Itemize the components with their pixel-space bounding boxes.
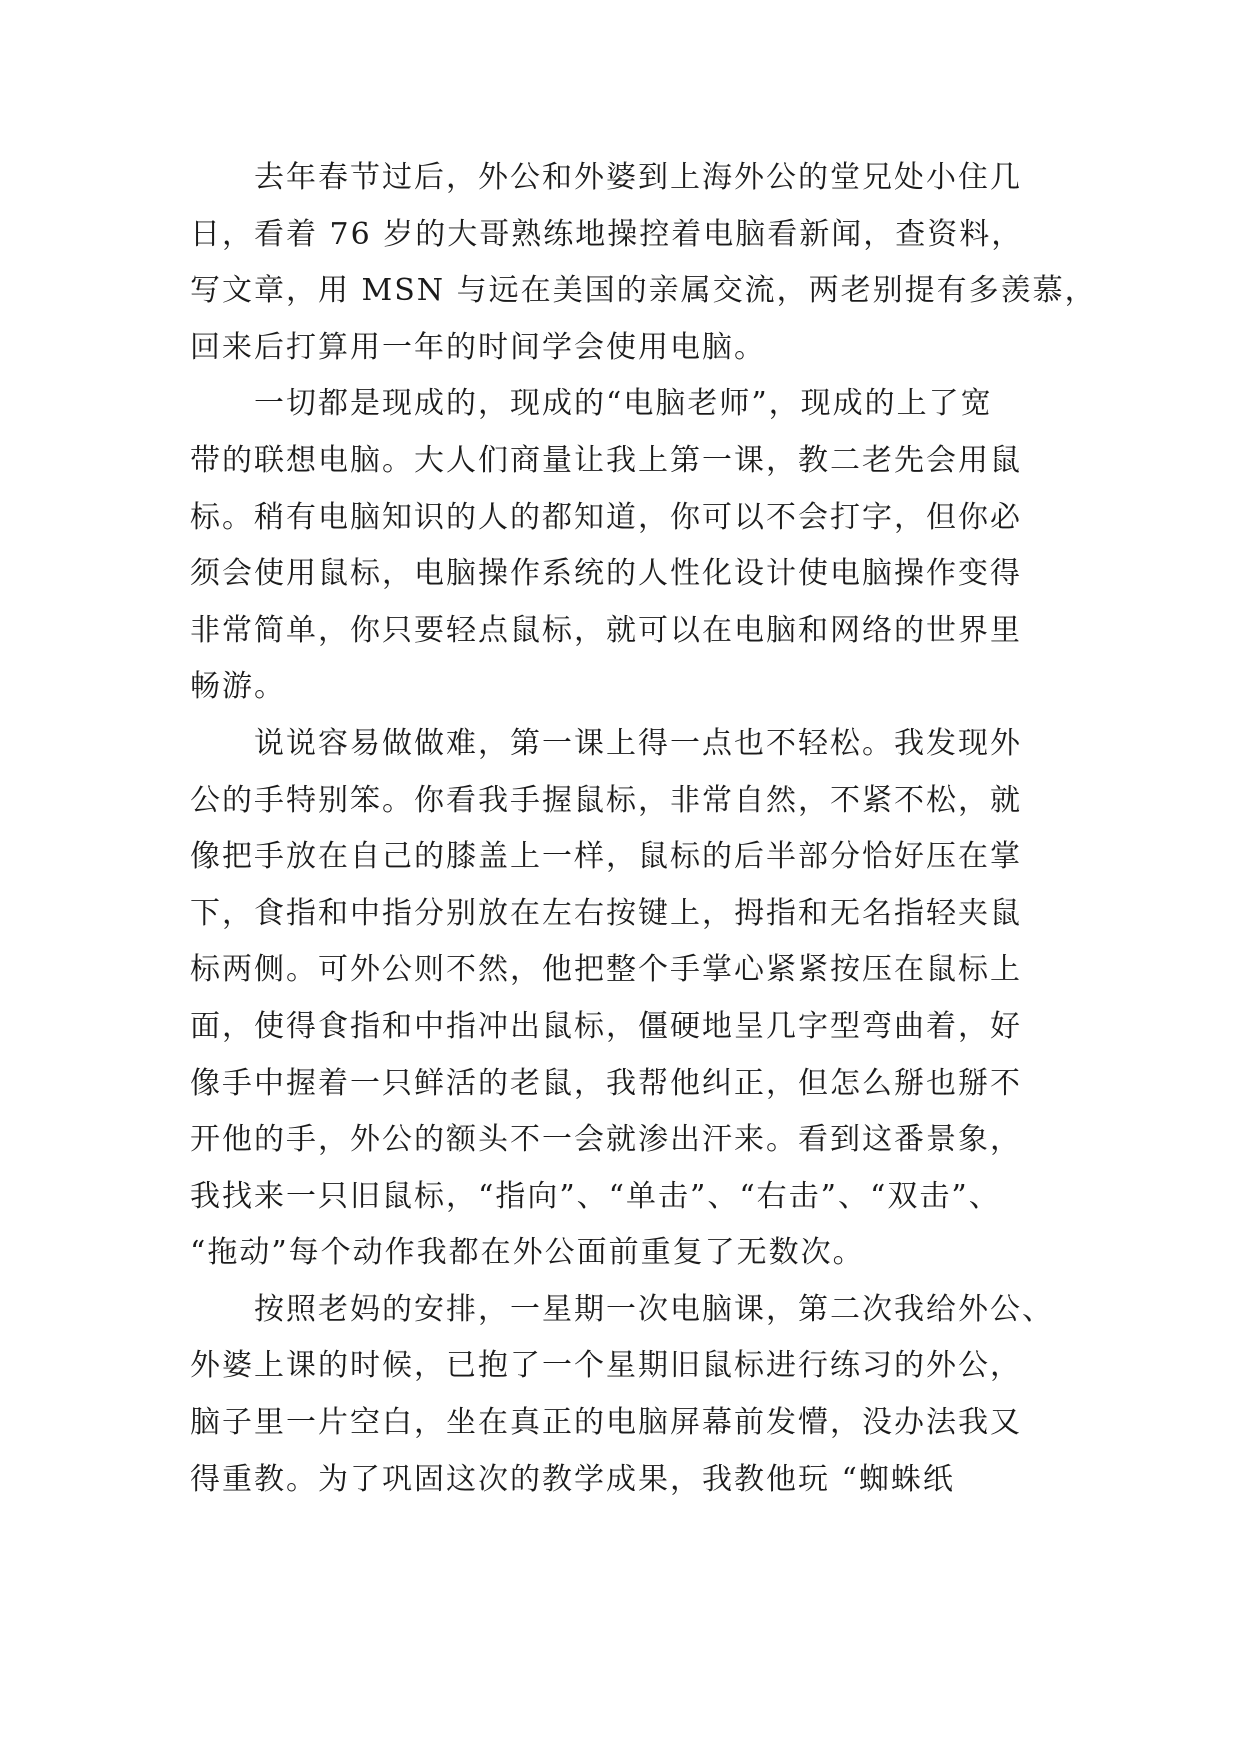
text-line: 下，食指和中指分别放在左右按键上，拇指和无名指轻夹鼠 bbox=[190, 895, 1022, 931]
text-line: 回来后打算用一年的时间学会使用电脑。 bbox=[190, 329, 766, 365]
text-line: 开他的手，外公的额头不一会就渗出汗来。看到这番景象， bbox=[190, 1122, 1022, 1158]
text-line: 标。稍有电脑知识的人的都知道，你可以不会打字，但你必 bbox=[190, 499, 1022, 535]
paragraph-2 bbox=[190, 376, 1070, 716]
text-line: 脑子里一片空白，坐在真正的电脑屏幕前发懵，没办法我又 bbox=[190, 1405, 1022, 1441]
paragraph-3 bbox=[190, 716, 1070, 1282]
text-line: 去年春节过后，外公和外婆到上海外公的堂兄处小住几 bbox=[254, 160, 1022, 195]
text-line: 标两侧。可外公则不然，他把整个手掌心紧紧按压在鼠标上 bbox=[190, 952, 1022, 988]
text-line: 像手中握着一只鲜活的老鼠，我帮他纠正，但怎么掰也掰不 bbox=[190, 1065, 1022, 1101]
text-line: 外婆上课的时候，已抱了一个星期旧鼠标进行练习的外公， bbox=[190, 1348, 1022, 1384]
text-line: 得重教。为了巩固这次的教学成果，我教他玩 “蜘蛛纸 bbox=[190, 1461, 955, 1497]
text-line: 公的手特别笨。你看我手握鼠标，非常自然，不紧不松，就 bbox=[190, 782, 1022, 818]
text-line: 像把手放在自己的膝盖上一样，鼠标的后半部分恰好压在掌 bbox=[190, 839, 1022, 875]
paragraph-4 bbox=[190, 1282, 1070, 1508]
text-line: 按照老妈的安排，一星期一次电脑课，第二次我给外公、 bbox=[254, 1291, 1054, 1327]
text-line: 须会使用鼠标，电脑操作系统的人性化设计使电脑操作变得 bbox=[190, 556, 1022, 592]
text-line: 面，使得食指和中指冲出鼠标，僵硬地呈几字型弯曲着，好 bbox=[190, 1008, 1022, 1044]
text-line: 我找来一只旧鼠标，“指向”、“单击”、“右击”、“双击”、 bbox=[190, 1178, 1001, 1214]
text-line: 畅游。 bbox=[190, 669, 286, 705]
text-line: 非常简单，你只要轻点鼠标，就可以在电脑和网络的世界里 bbox=[190, 612, 1022, 648]
text-line: 写文章，用 MSN 与远在美国的亲属交流，两老别提有多羡慕， bbox=[190, 273, 1097, 309]
text-line: “拖动”每个动作我都在外公面前重复了无数次。 bbox=[190, 1235, 865, 1271]
document-page bbox=[190, 150, 1097, 1508]
paragraph-1 bbox=[190, 150, 1097, 376]
text-line: 一切都是现成的，现成的“电脑老师”，现成的上了宽 bbox=[254, 386, 993, 422]
text-line: 说说容易做做难，第一课上得一点也不轻松。我发现外 bbox=[254, 725, 1022, 761]
text-line: 带的联想电脑。大人们商量让我上第一课，教二老先会用鼠 bbox=[190, 442, 1022, 478]
text-line: 日，看着 76 岁的大哥熟练地操控着电脑看新闻，查资料， bbox=[190, 216, 1024, 252]
